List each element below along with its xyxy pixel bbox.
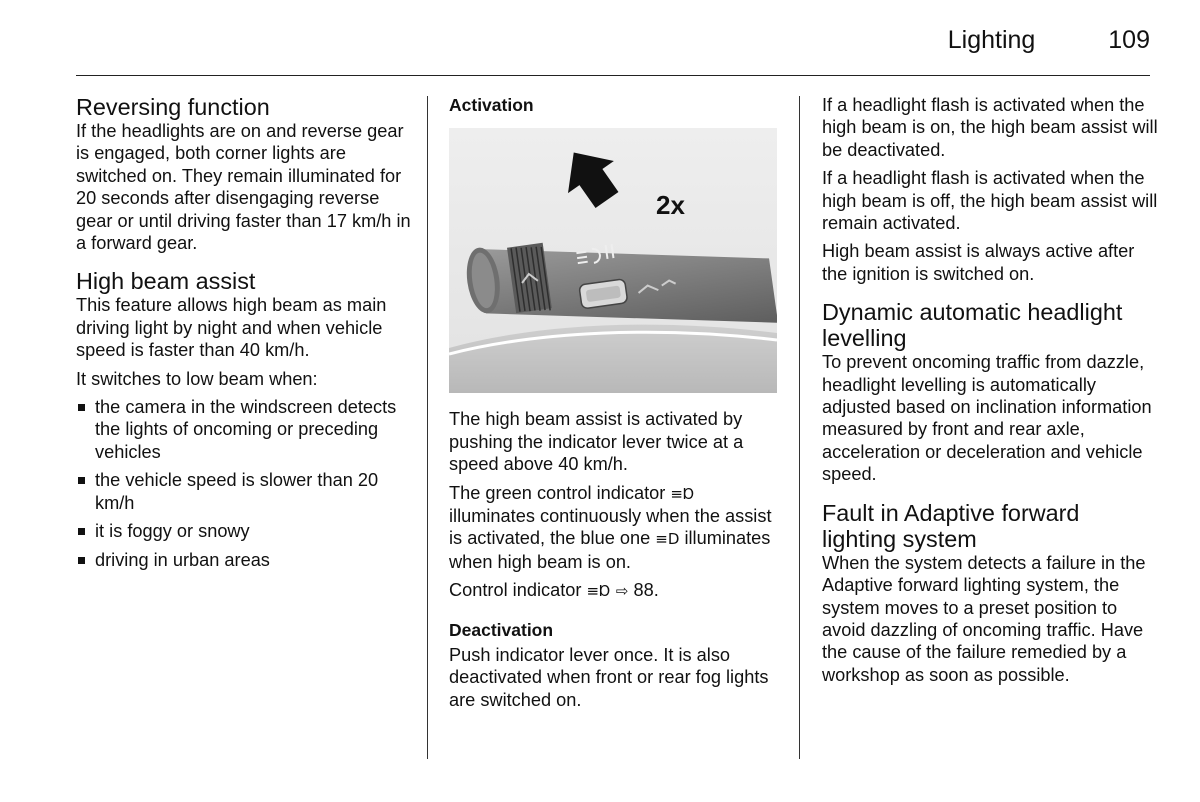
column-divider (799, 96, 800, 759)
green-indicator-text-2: illuminates continuously when the assist is activated, the blue one (449, 506, 772, 549)
reversing-function-text: If the headlights are on and reverse gear is engaged, both corner lights are switched on. They remain illuminated for 20 seconds after disengaging reverse gear or until driving faster than 17 km/h in a forward gear. (76, 121, 411, 254)
reversing-function-heading: Reversing function (76, 94, 270, 120)
control-indicator-label: Control indicator (449, 580, 582, 601)
list-item: the vehicle speed is slower than 20 km/h (76, 469, 411, 514)
high-beam-assist-indicator-icon: ≡Ɒ (586, 582, 611, 601)
high-beam-indicator-icon: ≡D (655, 530, 680, 549)
section-title: Lighting (947, 26, 1036, 54)
afl-fault-text: When the system detects a failure in the Adaptive forward lighting system, the system moves to a preset position to avoid dazzling of oncoming traffic. Have the cause of the failure remedied by a workshop as soon as possible. (822, 552, 1146, 685)
column-right (822, 94, 1158, 692)
header-rule (76, 75, 1150, 76)
list-item: driving in urban areas (76, 549, 411, 571)
high-beam-assist-heading: High beam assist (76, 268, 256, 295)
dynamic-levelling-heading: Dynamic automatic headlight levelling (822, 299, 1123, 352)
page-number: 109 (1108, 26, 1150, 54)
list-item: the camera in the windscreen detects the lights of oncoming or preceding vehicles (76, 396, 411, 463)
control-indicator-text (449, 482, 784, 574)
green-indicator-text-3: illuminates when high beam is on. (449, 528, 771, 572)
activation-heading: Activation (449, 95, 534, 115)
activation-text: The high beam assist is activated by pushing the indicator lever twice at a speed above 40 km/h. (449, 409, 744, 475)
page-reference-link[interactable]: 88. (633, 580, 659, 601)
deactivation-text: Push indicator lever once. It is also deactivated when front or rear fog lights are switched on. (449, 645, 769, 710)
deactivation-heading: Deactivation (449, 619, 554, 640)
high-beam-assist-indicator-icon: ≡Ɒ (670, 484, 695, 503)
flash-high-beam-off-text: If a headlight flash is activated when the high beam is off, the high beam assist will remain activated. (822, 168, 1158, 234)
indicator-lever-figure (449, 128, 777, 393)
column-divider (427, 96, 428, 759)
afl-fault-heading: Fault in Adaptive forward lighting system (822, 499, 1080, 552)
always-active-text: High beam assist is always active after the ignition is switched on. (822, 241, 1135, 284)
high-beam-assist-text: This feature allows high beam as main driving light by night and when vehicle speed is faster than 40 km/h. (76, 295, 387, 361)
flash-high-beam-on-text: If a headlight flash is activated when the high beam is on, the high beam assist will be deactivated. (822, 95, 1158, 160)
press-twice-label: 2x (656, 190, 685, 221)
running-header (948, 26, 1150, 55)
green-indicator-text: The green control indicator (449, 482, 666, 503)
list-item: it is foggy or snowy (76, 520, 411, 542)
switch-to-low-beam-text: It switches to low beam when: (76, 368, 318, 389)
control-indicator-reference (449, 579, 784, 602)
page-reference-arrow-icon: ⇨ (615, 582, 629, 601)
low-beam-conditions-list (76, 396, 411, 571)
column-middle (449, 94, 784, 717)
column-left (76, 94, 411, 577)
dynamic-levelling-text: To prevent oncoming traffic from dazzle, headlight levelling is automatically adjusted based on inclination information measured by front and rear axle, acceleration or deceleration and vehicle speed. (822, 352, 1152, 485)
